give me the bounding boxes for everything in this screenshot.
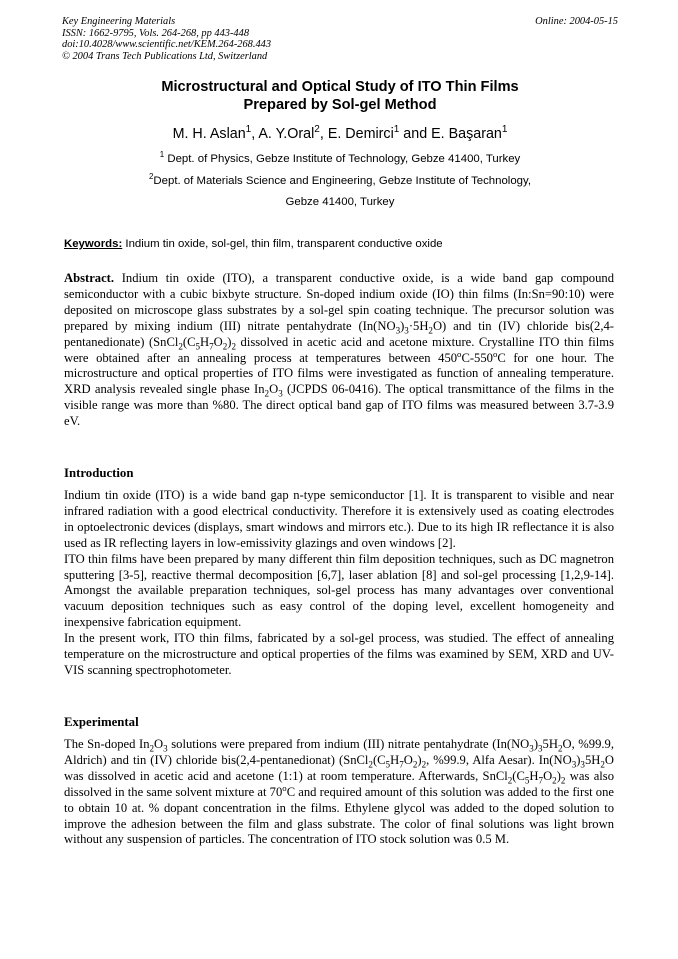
title-line-2: Prepared by Sol-gel Method bbox=[243, 97, 437, 113]
abstract bbox=[64, 271, 614, 430]
abstract-text: O bbox=[269, 382, 279, 397]
affiliation-1 bbox=[62, 152, 618, 166]
affiliation-1-text: Dept. of Physics, Gebze Institute of Technology, Gebze 41400, Turkey bbox=[167, 153, 521, 165]
affiliation-1-mark: 1 bbox=[159, 150, 165, 160]
introduction-section bbox=[64, 488, 614, 679]
experimental-text: , %99.9, Alfa Aesar). In(NO bbox=[426, 752, 572, 767]
online-date: Online: 2004-05-15 bbox=[535, 16, 618, 27]
author-4-affil: 1 bbox=[501, 124, 508, 136]
issn-line: ISSN: 1662-9795, Vols. 264-268, pp 443-448 bbox=[62, 27, 250, 39]
author-3-affil: 1 bbox=[393, 124, 400, 136]
abstract-text: (JCPDS 06-0416). The optical transmittance of the films in the visible range was more than %80. The direct optical band gap of ITO films was measured between 3.7-3.9 eV. bbox=[64, 382, 614, 429]
author-3: E. Demirci bbox=[327, 126, 394, 142]
subscript: 5 bbox=[195, 341, 200, 352]
abstract-paragraph bbox=[64, 271, 614, 430]
experimental-text: 5H bbox=[542, 737, 558, 751]
author-list: M. H. Aslan$^1$, A. Y.Oral$^2$, E. Demirci$^1$ and E. Başaran$^1$ bbox=[172, 124, 508, 142]
subscript: 2 bbox=[428, 325, 433, 336]
subscript: 2 bbox=[412, 759, 418, 770]
subscript: 2 bbox=[149, 743, 155, 754]
affiliation-2 bbox=[62, 174, 618, 188]
introduction-heading: Introduction bbox=[64, 466, 134, 480]
subscript: 3 bbox=[163, 743, 168, 754]
abstract-text: O) and tin (IV) chloride bis(2,4-pentanedionate) (SnCl bbox=[64, 318, 614, 349]
experimental-section bbox=[64, 737, 614, 848]
experimental-text: ) bbox=[556, 768, 561, 783]
author-1: M. H. Aslan bbox=[172, 126, 246, 142]
experimental-heading: Experimental bbox=[64, 715, 139, 729]
degree-mark: o bbox=[282, 782, 287, 793]
subscript: 3 bbox=[538, 743, 543, 754]
experimental-text: O, %99.9, Aldrich) and tin (IV) chloride bis(2,4-pentanedionat) (SnCl bbox=[64, 737, 614, 767]
author-2-affil: 2 bbox=[314, 124, 320, 136]
degree-mark: o bbox=[457, 348, 462, 359]
copyright-line: © 2004 Trans Tech Publications Ltd, Switzerland bbox=[62, 50, 268, 62]
subscript: 2 bbox=[222, 341, 228, 352]
experimental-text: ) bbox=[576, 752, 581, 767]
experimental-text: ) bbox=[533, 737, 539, 751]
subscript: 2 bbox=[264, 388, 270, 399]
subscript: 2 bbox=[368, 759, 373, 770]
subscript: 7 bbox=[209, 341, 214, 352]
subscript: 2 bbox=[507, 775, 513, 786]
experimental-text: (C bbox=[372, 752, 386, 767]
experimental-text: O bbox=[403, 752, 413, 767]
abstract-text: O bbox=[213, 334, 223, 349]
author-2: A. Y.Oral bbox=[258, 126, 315, 142]
experimental-text: (C bbox=[512, 768, 525, 783]
affiliation-2-text-line-1: Dept. of Materials Science and Engineering, Gebze Institute of Technology, bbox=[153, 175, 532, 187]
subscript: 3 bbox=[395, 325, 401, 336]
introduction-paragraph-3: In the present work, ITO thin films, fabricated by a sol-gel process, was studied. The effect of annealing temperature on the microstructure and optical properties of the films was examined by SEM, XRD and UV-VIS scanning spectrophotometer. bbox=[64, 631, 614, 677]
title-line-1: Microstructural and Optical Study of ITO Thin Films bbox=[161, 79, 519, 95]
experimental-paragraph bbox=[64, 737, 614, 848]
journal-name: Key Engineering Materials bbox=[62, 16, 176, 27]
subscript: 2 bbox=[231, 341, 237, 352]
subscript: 7 bbox=[538, 775, 544, 786]
abstract-text: C for one hour. The microstructure and optical properties of ITO films were investigated as function of annealing temperature. XRD analysis revealed single phase In bbox=[64, 350, 614, 397]
journal-header bbox=[62, 16, 618, 62]
abstract-text: C-550 bbox=[461, 350, 493, 365]
paper-title bbox=[62, 78, 618, 114]
subscript: 2 bbox=[552, 775, 557, 786]
abstract-label: Abstract. bbox=[64, 271, 115, 285]
experimental-text: solutions were prepared from indium (III) nitrate pentahydrate (In(NO bbox=[167, 737, 530, 751]
experimental-text: ) bbox=[417, 752, 422, 767]
keywords bbox=[64, 237, 620, 251]
affiliation-2-line-2: Gebze 41400, Turkey bbox=[285, 196, 395, 208]
keywords-label: Keywords: bbox=[64, 238, 123, 250]
subscript: 2 bbox=[421, 759, 427, 770]
experimental-text: was also dissolved in the same solvent mixture at 70 bbox=[64, 768, 614, 799]
subscript: 2 bbox=[557, 743, 563, 754]
experimental-text: 5H bbox=[584, 752, 601, 767]
experimental-text: O bbox=[154, 737, 164, 751]
keywords-text: Indium tin oxide, sol-gel, thin film, transparent conductive oxide bbox=[125, 238, 443, 250]
subscript: 3 bbox=[529, 743, 534, 754]
abstract-text: ) bbox=[400, 318, 405, 333]
subscript: 2 bbox=[178, 341, 183, 352]
subscript: 3 bbox=[580, 759, 585, 770]
subscript: 2 bbox=[560, 775, 566, 786]
experimental-text: C and required amount of this solution was added to the first one to obtain 10 at. % dopant concentration in the films. Ethylene glycol was added to the doped solution to improve the adhesion between the film and glass substrate. The color of final solutions was light brown without any suspension of particles. The concentration of ITO stock solution was 0.5 M. bbox=[64, 784, 614, 847]
subscript: 2 bbox=[600, 759, 605, 770]
doi-line: doi:10.4028/www.scientific.net/KEM.264-268.443 bbox=[62, 39, 272, 51]
affiliation-2-mark: 2 bbox=[148, 172, 154, 182]
abstract-text: (C bbox=[182, 334, 196, 349]
subscript: 5 bbox=[524, 775, 530, 786]
introduction-paragraph-1: Indium tin oxide (ITO) is a wide band gap n-type semiconductor [1]. It is transparent to visible and near infrared radiation with a good electrical conductivity. Therefore it is extensively used as coating electrodes in optoelectronic devices (displays, smart windows and mirrors etc.). Due to its high IR reflectance it is also used as IR reflecting layers in low-emissivity glazings and oven windows [2]. bbox=[64, 488, 614, 550]
experimental-text: H bbox=[390, 752, 400, 767]
abstract-text: Indium tin oxide (ITO), a transparent conductive oxide, is a wide band gap compound semiconductor with a cubic bixbyte structure. Sn-doped indium oxide (IO) thin films (In:Sn=90:10) were deposited on microscope glass substrates by a sol-gel spin coating technique. The precursor solution was prepared by mixing indium (III) nitrate pentahydrate (In(NO bbox=[64, 271, 614, 333]
author-4: E. Başaran bbox=[431, 126, 502, 142]
subscript: 7 bbox=[399, 759, 404, 770]
author-and: and bbox=[403, 126, 428, 142]
subscript: 3 bbox=[571, 759, 577, 770]
subscript: 5 bbox=[385, 759, 391, 770]
introduction-paragraph-2: ITO thin films have been prepared by many different thin film deposition techniques, such as DC magnetron sputtering [3-5], reactive thermal decomposition [6,7], laser ablation [8] and sol-gel processing [1,2,9-14]. Amongst the available preparation techniques, sol-gel process has many advantages over conventional vacuum deposition techniques such as easy control of the doping level, excellent homogeneity and inexpensive fabrication equipment. bbox=[64, 551, 614, 630]
abstract-text: ·5H bbox=[408, 318, 429, 333]
abstract-text: dissolved in acetic acid and acetone mixture. Crystalline ITO thin films were obtained after an annealing process at temperatures between 450 bbox=[64, 334, 614, 365]
subscript: 3 bbox=[278, 388, 283, 399]
experimental-text: H bbox=[529, 768, 539, 783]
abstract-text: ) bbox=[227, 334, 232, 349]
experimental-text: The Sn-doped In bbox=[64, 737, 150, 751]
abstract-text: H bbox=[200, 334, 210, 349]
author-1-affil: 1 bbox=[245, 124, 252, 136]
experimental-text: O bbox=[543, 768, 553, 783]
subscript: 3 bbox=[404, 325, 409, 336]
degree-mark: o bbox=[492, 348, 498, 359]
experimental-text: O was dissolved in acetic acid and acetone (1:1) at room temperature. Afterwards, SnCl bbox=[64, 752, 614, 783]
